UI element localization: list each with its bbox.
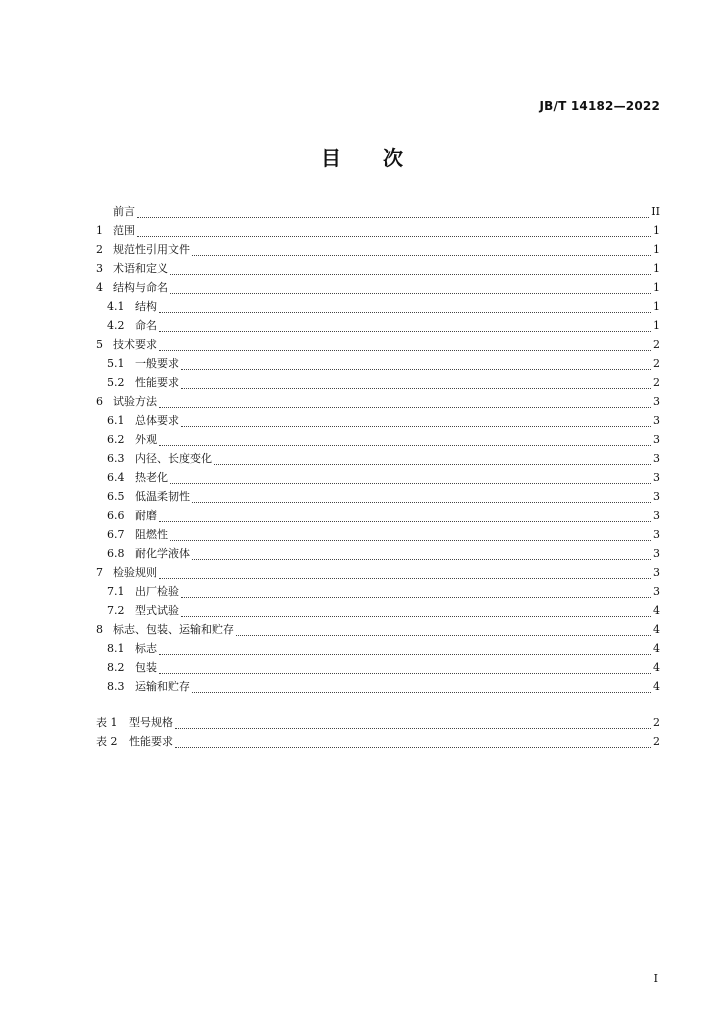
toc-row[interactable]	[96, 658, 660, 677]
toc-row-number: 7	[96, 566, 103, 579]
table-list-entries	[96, 713, 660, 751]
toc-row-number: 2	[96, 243, 103, 256]
dot-leader	[181, 414, 651, 427]
toc-row-page: 2	[653, 357, 660, 370]
dot-leader	[175, 735, 651, 748]
toc-row-title: 规范性引用文件	[113, 243, 190, 256]
toc-row-number: 7.1	[107, 585, 125, 598]
toc-row-title: 范围	[113, 224, 135, 237]
page-title: 目次	[321, 146, 445, 170]
toc-row-page: 1	[653, 300, 660, 313]
dot-leader	[159, 395, 651, 408]
toc-row-page: 3	[653, 509, 660, 522]
toc-row[interactable]	[96, 506, 660, 525]
dot-leader	[181, 376, 651, 389]
toc-row-page: 3	[653, 490, 660, 503]
dot-leader	[181, 604, 651, 617]
dot-leader	[159, 433, 651, 446]
toc-row-number: 6.5	[107, 490, 125, 503]
dot-leader	[159, 338, 651, 351]
toc-row-title: 型号规格	[129, 716, 173, 729]
dot-leader	[170, 471, 651, 484]
toc-row-page: 3	[653, 566, 660, 579]
toc-row-title: 试验方法	[113, 395, 157, 408]
toc-row-number: 1	[96, 224, 103, 237]
toc-row[interactable]	[96, 487, 660, 506]
toc-row-number: 5.2	[107, 376, 125, 389]
toc-row[interactable]	[96, 202, 660, 221]
dot-leader	[236, 623, 651, 636]
toc-row[interactable]	[96, 278, 660, 297]
toc-row-number: 6.4	[107, 471, 125, 484]
toc-row-title: 耐化学液体	[135, 547, 190, 560]
toc-row-page: 1	[653, 224, 660, 237]
toc-row-title: 外观	[135, 433, 157, 446]
toc-row[interactable]	[96, 373, 660, 392]
dot-leader	[181, 357, 651, 370]
toc-row[interactable]	[96, 221, 660, 240]
toc-row-page: 2	[653, 338, 660, 351]
toc-row[interactable]	[96, 582, 660, 601]
toc-row-page: 4	[653, 623, 660, 636]
toc-row-number: 3	[96, 262, 103, 275]
toc-row[interactable]	[96, 240, 660, 259]
toc-row-page: 3	[653, 433, 660, 446]
toc-row-page: 1	[653, 262, 660, 275]
toc-row-title: 型式试验	[135, 604, 179, 617]
dot-leader	[181, 585, 651, 598]
toc-row-page: 3	[653, 414, 660, 427]
toc-row-number: 7.2	[107, 604, 125, 617]
toc-row-page: II	[651, 205, 660, 218]
toc-row-title: 结构与命名	[113, 281, 168, 294]
dot-leader	[192, 243, 651, 256]
toc-row-number: 4	[96, 281, 103, 294]
toc-row[interactable]	[96, 468, 660, 487]
dot-leader	[170, 528, 651, 541]
dot-leader	[170, 262, 651, 275]
toc-row-number: 5.1	[107, 357, 125, 370]
toc-row-page: 3	[653, 395, 660, 408]
dot-leader	[159, 319, 651, 332]
toc-row-number: 6.3	[107, 452, 125, 465]
toc-row[interactable]	[96, 335, 660, 354]
toc-row-number: 表 2	[96, 735, 118, 748]
dot-leader	[192, 490, 651, 503]
dot-leader	[159, 642, 651, 655]
toc-row-page: 2	[653, 735, 660, 748]
toc-row[interactable]	[96, 411, 660, 430]
toc-row[interactable]	[96, 316, 660, 335]
toc-row-title: 性能要求	[135, 376, 179, 389]
dot-leader	[170, 281, 651, 294]
dot-leader	[159, 661, 651, 674]
toc-row-title: 术语和定义	[113, 262, 168, 275]
toc-row-title: 阻燃性	[135, 528, 168, 541]
toc-row-number: 6.2	[107, 433, 125, 446]
toc-row[interactable]	[96, 449, 660, 468]
dot-leader	[159, 509, 651, 522]
toc-row-number: 8.3	[107, 680, 125, 693]
dot-leader	[192, 680, 651, 693]
toc-row-page: 1	[653, 243, 660, 256]
dot-leader	[137, 205, 649, 218]
toc-row-page: 1	[653, 319, 660, 332]
toc-row-title: 热老化	[135, 471, 168, 484]
dot-leader	[175, 716, 651, 729]
toc-row-title: 标志	[135, 642, 157, 655]
toc-row-page: 4	[653, 661, 660, 674]
toc-row-number: 4.1	[107, 300, 125, 313]
toc-row-title: 前言	[113, 205, 135, 218]
toc-row-title: 技术要求	[113, 338, 157, 351]
toc-row-page: 2	[653, 716, 660, 729]
toc-row[interactable]	[96, 259, 660, 278]
toc-row[interactable]	[96, 430, 660, 449]
toc-row-page: 4	[653, 642, 660, 655]
standard-code: JB/T 14182—2022	[539, 99, 660, 113]
toc-row-number: 表 1	[96, 716, 118, 729]
dot-leader	[159, 566, 651, 579]
section-gap	[96, 696, 660, 713]
toc-row-number: 8.1	[107, 642, 125, 655]
toc-row-page: 4	[653, 680, 660, 693]
toc-row[interactable]	[96, 713, 660, 732]
toc-row-title: 出厂检验	[135, 585, 179, 598]
toc-row-number: 5	[96, 338, 103, 351]
toc-row-title: 运输和贮存	[135, 680, 190, 693]
toc-row-page: 3	[653, 471, 660, 484]
toc-row-page: 4	[653, 604, 660, 617]
toc-row[interactable]	[96, 677, 660, 696]
toc-row-title: 耐磨	[135, 509, 157, 522]
toc-row-title: 命名	[135, 319, 157, 332]
toc-row[interactable]	[96, 620, 660, 639]
toc-row-number: 6	[96, 395, 103, 408]
page-number: I	[653, 972, 658, 985]
toc-row-title: 低温柔韧性	[135, 490, 190, 503]
toc-row-page: 2	[653, 376, 660, 389]
toc-row[interactable]	[96, 525, 660, 544]
toc-row-number: 6.7	[107, 528, 125, 541]
toc-row-number: 6.1	[107, 414, 125, 427]
toc-row-title: 检验规则	[113, 566, 157, 579]
toc-row[interactable]	[96, 392, 660, 411]
toc-row-title: 标志、包装、运输和贮存	[113, 623, 234, 636]
toc-row[interactable]	[96, 732, 660, 751]
toc-row-title: 包装	[135, 661, 157, 674]
toc-row[interactable]	[96, 297, 660, 316]
toc-row-number: 8.2	[107, 661, 125, 674]
toc-row-title: 总体要求	[135, 414, 179, 427]
toc-row-title: 性能要求	[129, 735, 173, 748]
toc-row-page: 3	[653, 585, 660, 598]
toc-row[interactable]	[96, 544, 660, 563]
toc-row-title: 内径、长度变化	[135, 452, 212, 465]
toc-entries	[96, 202, 660, 696]
toc-row-page: 3	[653, 547, 660, 560]
table-of-contents	[96, 202, 660, 751]
dot-leader	[192, 547, 651, 560]
toc-row-page: 3	[653, 528, 660, 541]
toc-row[interactable]	[96, 354, 660, 373]
toc-row-title: 一般要求	[135, 357, 179, 370]
toc-row-page: 1	[653, 281, 660, 294]
toc-row[interactable]	[96, 639, 660, 658]
toc-row-number: 6.8	[107, 547, 125, 560]
dot-leader	[137, 224, 651, 237]
toc-row-number: 4.2	[107, 319, 125, 332]
dot-leader	[214, 452, 651, 465]
toc-row[interactable]	[96, 601, 660, 620]
toc-row[interactable]	[96, 563, 660, 582]
toc-row-title: 结构	[135, 300, 157, 313]
toc-row-page: 3	[653, 452, 660, 465]
toc-row-number: 8	[96, 623, 103, 636]
toc-row-number: 6.6	[107, 509, 125, 522]
dot-leader	[159, 300, 651, 313]
